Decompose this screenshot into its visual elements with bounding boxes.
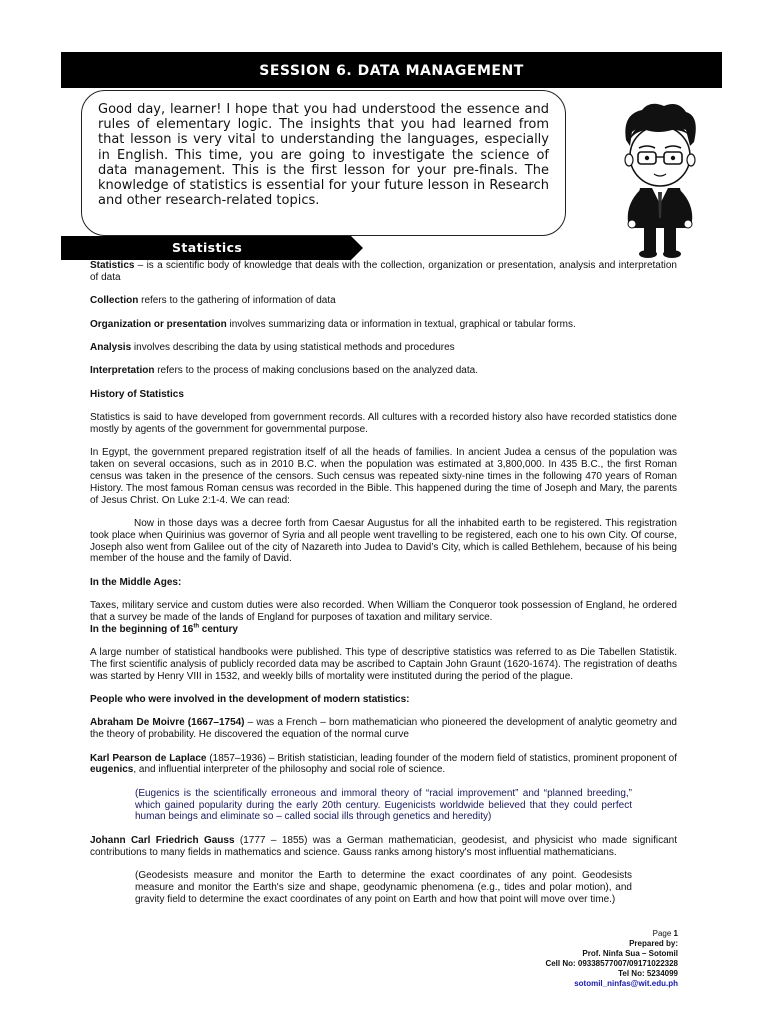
definition-analysis: Analysis involves describing the data by using statistical methods and procedures (90, 341, 455, 353)
bible-quote: Now in those days was a decree forth from Caesar Augustus for all the inhabited earth to be registered. This registration took place when Quirinius was governor of Syria and all people went travelling to be registered, each one to his own City. Of course, Joseph also went from Galilee out of the city of Nazareth into Judea to David’s City, which is called Bethlehem, because of his being member of the house and the family of David. (90, 517, 677, 565)
history-paragraph-2: In Egypt, the government prepared registration itself of all the heads of families. In ancient Judea a census of the population was taken on several occasions, such as in 2010 B.C. when the population was estimated at 3,800,000. In 435 B.C., the first Roman census was taken in the presence of the censors. Such census was repeated sixty-nine times in the following 470 years of Roman History. The most famous Roman census was recorded in the Bible. This happened during the time of Joseph and Mary, the parents of Jesus Christ. On Luke 2:1-4. We can read: (90, 447, 677, 506)
tel-number: Tel No: 5234099 (618, 968, 678, 978)
author-name: Prof. Ninfa Sua – Sotomil (582, 948, 678, 958)
intro-text: Good day, learner! I hope that you had understood the essence and rules of elementary logic. The insights that you had learned from that lesson is very vital to understanding the languages, especially in English. This time, you are going to investigate the science of data management. This is the first lesson for your pre-finals. The knowledge of statistics is essential for your future lesson in Research and other research-related topics. (98, 102, 549, 209)
definition-statistics: Statistics – is a scientific body of knowledge that deals with the collection, organization or presentation, analysis and interpretation of data (90, 260, 677, 283)
gauss-entry: Johann Carl Friedrich Gauss (1777 – 1855) was a German mathematician, geodesist, and physicist who made significant contributions to many fields in mathematics and science. Gauss ranks among history's most influential mathematicians. (90, 834, 677, 858)
lesson-content (90, 260, 677, 917)
definition-collection: Collection refers to the gathering of information of data (90, 295, 336, 307)
page-number: Page 1 (652, 929, 678, 938)
de-moivre-entry: Abraham De Moivre (1667–1754) – was a French – born mathematician who pioneered the development of analytic geometry and the theory of probability. He discovered the equation of the normal curve (90, 717, 677, 741)
middle-ages-heading: In the Middle Ages: (90, 576, 182, 588)
intro-speech-bubble (81, 90, 566, 236)
prepared-by-label: Prepared by: (629, 938, 678, 948)
pearson-entry: Karl Pearson de Laplace (1857–1936) – British statistician, leading founder of the modern field of statistics, prominent proponent of eugenics, and influential interpreter of the philosophy and social role of science. (90, 752, 677, 776)
session-title: SESSION 6. DATA MANAGEMENT (259, 63, 524, 79)
history-heading: History of Statistics (90, 388, 184, 400)
history-paragraph-1: Statistics is said to have developed from government records. All cultures with a recorded history also have recorded statistics done mostly by agents of the government for governmental purpose. (90, 412, 677, 435)
sixteenth-century-heading: In the beginning of 16th century (90, 623, 238, 635)
people-heading: People who were involved in the development of modern statistics: (90, 694, 410, 706)
cell-number: Cell No: 09338577007/09171022328 (545, 958, 678, 968)
definition-organization: Organization or presentation involves summarizing data or information in textual, graphical or tabular forms. (90, 318, 576, 330)
session-title-bar (61, 52, 722, 88)
author-email: sotomil_ninfas@wit.edu.ph (574, 978, 678, 988)
sixteenth-century-paragraph: A large number of statistical handbooks were published. This type of descriptive statistics was referred to as Die Tabellen Statistik. The first scientific analysis of publicly recorded data may be ascribed to Captain John Graunt (1620-1674). The registration of deaths was started by Henry VIII in 1532, and weekly bills of mortality were instituted during the period of the plague. (90, 647, 677, 682)
eugenics-note: (Eugenics is the scientifically erroneous and immoral theory of “racial improvement” and “planned breeding,” which gained popularity during the early 20th century. Eugenicists worldwide believed that they could perfect human beings and eliminate so – called social ills through genetics and heredity) (135, 787, 632, 823)
middle-ages-paragraph: Taxes, military service and custom duties were also recorded. When William the Conqueror took possession of England, he ordered that a survey be made of the lands of England for purposes of taxation and military service. (90, 600, 677, 623)
definition-interpretation: Interpretation refers to the process of making conclusions based on the analyzed data. (90, 365, 478, 377)
teacher-cartoon-icon (612, 100, 707, 260)
geodesists-note: (Geodesists measure and monitor the Earth to determine the exact coordinates of any point. Geodesists measure and monitor the Earth's size and shape, geodynamic phenomena (e.g., tides and polar motion), and gravity field to determine the exact coordinates of any point on Earth and how that point will move over time.) (135, 869, 632, 905)
page-footer (545, 929, 678, 988)
statistics-section-title: Statistics (172, 240, 243, 255)
